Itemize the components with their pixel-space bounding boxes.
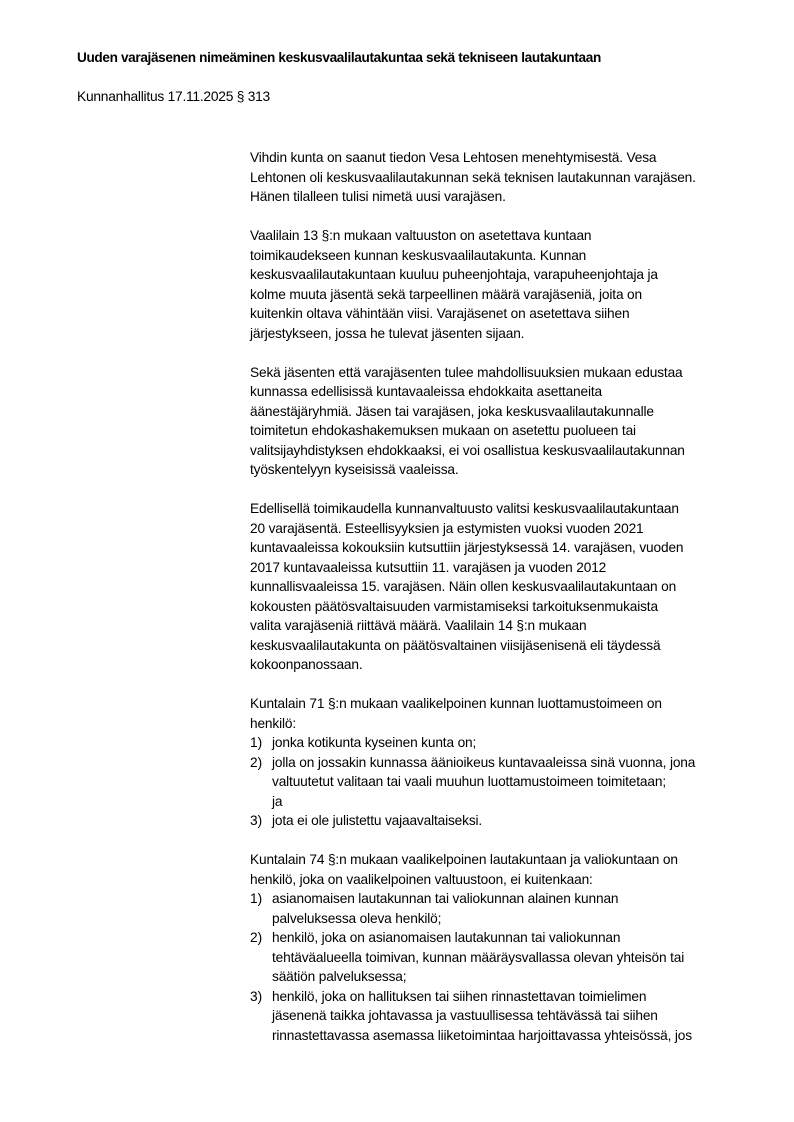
text-line: keskusvaalilautakunta on päätösvaltainen viisijäsenisenä eli täydessä [250, 637, 661, 653]
paragraph-representation [250, 363, 750, 480]
text-line: säätiön palveluksessa; [272, 969, 407, 984]
document-title: Uuden varajäsenen nimeäminen keskusvaalilautakuntaa sekä tekniseen lautakuntaan [77, 50, 601, 65]
text-line: äänestäjäryhmiä. Jäsen tai varajäsen, joka keskusvaalilautakunnalle [250, 403, 654, 419]
section-municipal-act-74 [250, 850, 750, 1045]
text-line: jolla on jossakin kunnassa äänioikeus kuntavaaleissa sinä vuonna, jona [272, 754, 696, 770]
text-line: Kuntalain 71 §:n mukaan vaalikelpoinen kunnan luottamustoimeen on [250, 696, 662, 711]
meeting-reference: Kunnanhallitus 17.11.2025 § 313 [77, 89, 270, 104]
text-line: tehtäväalueella toimivan, kunnan määräysvallassa olevan yhteisön tai [272, 949, 685, 965]
paragraph-election-law-13 [250, 226, 750, 343]
text-line: henkilö, joka on hallituksen tai siihen rinnastettavan toimielimen [272, 988, 647, 1004]
list-item [250, 987, 750, 1046]
text-line: Kuntalain 74 §:n mukaan vaalikelpoinen lautakuntaan ja valiokuntaan on [250, 852, 678, 867]
text-line: 2017 kuntavaaleissa kutsuttiin 11. varajäsen ja vuoden 2012 [250, 559, 607, 575]
text-line: kuitenkin oltava vähintään viisi. Varajäsenet on asetettava siihen [250, 306, 630, 321]
text-line: palveluksessa oleva henkilö; [272, 910, 442, 926]
text-line: Vihdin kunta on saanut tiedon Vesa Lehtosen menehtymisestä. Vesa [250, 150, 657, 165]
text-line: toimikaudekseen kunnan keskusvaalilautakunta. Kunnan [250, 247, 587, 263]
text-line: kuntavaaleissa kokouksiin kutsuttiin järjestyksessä 14. varajäsen, vuoden [250, 540, 684, 555]
document-body [250, 148, 750, 1065]
text-line: kunnallisvaaleissa 15. varajäsen. Näin ollen keskusvaalilautakuntaan on [250, 579, 677, 594]
list-number: 3) [250, 813, 263, 828]
text-line: asianomaisen lautakunnan tai valiokunnan alainen kunnan [272, 891, 619, 906]
text-line: Edellisellä toimikaudella kunnanvaltuusto valitsi keskusvaalilautakuntaan [250, 501, 679, 516]
text-line: kolme muuta jäsentä sekä tarpeellinen määrä varajäseniä, joita on [250, 286, 642, 302]
list-number: 2) [250, 754, 263, 770]
list-number: 2) [250, 930, 263, 945]
text-line: Vaalilain 13 §:n mukaan valtuuston on asetettava kuntaan [250, 228, 592, 243]
text-line: valita varajäseniä riittävä määrä. Vaalilain 14 §:n mukaan [250, 618, 587, 633]
text-line: henkilö, joka on vaalikelpoinen valtuustoon, ei kuitenkaan: [250, 871, 593, 887]
list-number: 3) [250, 988, 263, 1004]
list-item [250, 928, 750, 987]
text-line: järjestykseen, jossa he tulevat jäsenten sijaan. [250, 325, 525, 341]
list-number: 1) [250, 735, 263, 750]
text-line: keskusvaalilautakuntaan kuuluu puheenjohtaja, varapuheenjohtaja ja [250, 267, 658, 282]
text-line: Sekä jäsenten että varajäsenten tulee mahdollisuuksien mukaan edustaa [250, 364, 683, 380]
text-line: Hänen tilalleen tulisi nimetä uusi varajäsen. [250, 189, 506, 204]
list-item [250, 733, 750, 753]
text-line: ja [272, 793, 283, 809]
list-item [250, 889, 750, 928]
text-line: 20 varajäsentä. Esteellisyyksien ja estymisten vuoksi vuoden 2021 [250, 520, 644, 536]
text-line: jota ei ole julistettu vajaavaltaiseksi. [272, 813, 483, 828]
paragraph-previous-term [250, 499, 750, 675]
text-line: henkilö, joka on asianomaisen lautakunnan tai valiokunnan [272, 930, 621, 945]
text-line: henkilö: [250, 715, 296, 731]
list-item [250, 811, 750, 831]
eligibility-list-74 [250, 889, 750, 1045]
text-line: kunnassa edellisissä kuntavaaleissa ehdokkaita asettaneita [250, 384, 602, 399]
text-line: Lehtonen oli keskusvaalilautakunnan sekä teknisen lautakunnan varajäsen. [250, 169, 696, 185]
text-line: valitsijayhdistyksen ehdokkaaksi, ei voi osallistua keskusvaalilautakunnan [250, 442, 685, 458]
text-line: valtuutetut valitaan tai vaali muuhun luottamustoimeen toimitetaan; [272, 774, 666, 789]
text-line: jonka kotikunta kyseinen kunta on; [272, 735, 477, 750]
text-line: kokousten päätösvaltaisuuden varmistamiseksi tarkoituksenmukaista [250, 598, 658, 614]
list-item [250, 753, 750, 812]
text-line: toimitetun ehdokashakemuksen mukaan on asetettu puolueen tai [250, 423, 636, 438]
text-line: kokoonpanossaan. [250, 657, 363, 672]
paragraph-notification [250, 148, 750, 207]
section-municipal-act-71 [250, 694, 750, 831]
text-line: rinnastettavassa asemassa liiketoimintaa harjoittavassa yhteisössä, jos [272, 1027, 692, 1043]
text-line: työskentelyyn kyseisissä vaaleissa. [250, 462, 459, 477]
eligibility-list-71 [250, 733, 750, 831]
text-line: jäsenenä taikka johtavassa ja vastuullisessa tehtävässä tai siihen [272, 1008, 658, 1023]
list-number: 1) [250, 891, 263, 906]
